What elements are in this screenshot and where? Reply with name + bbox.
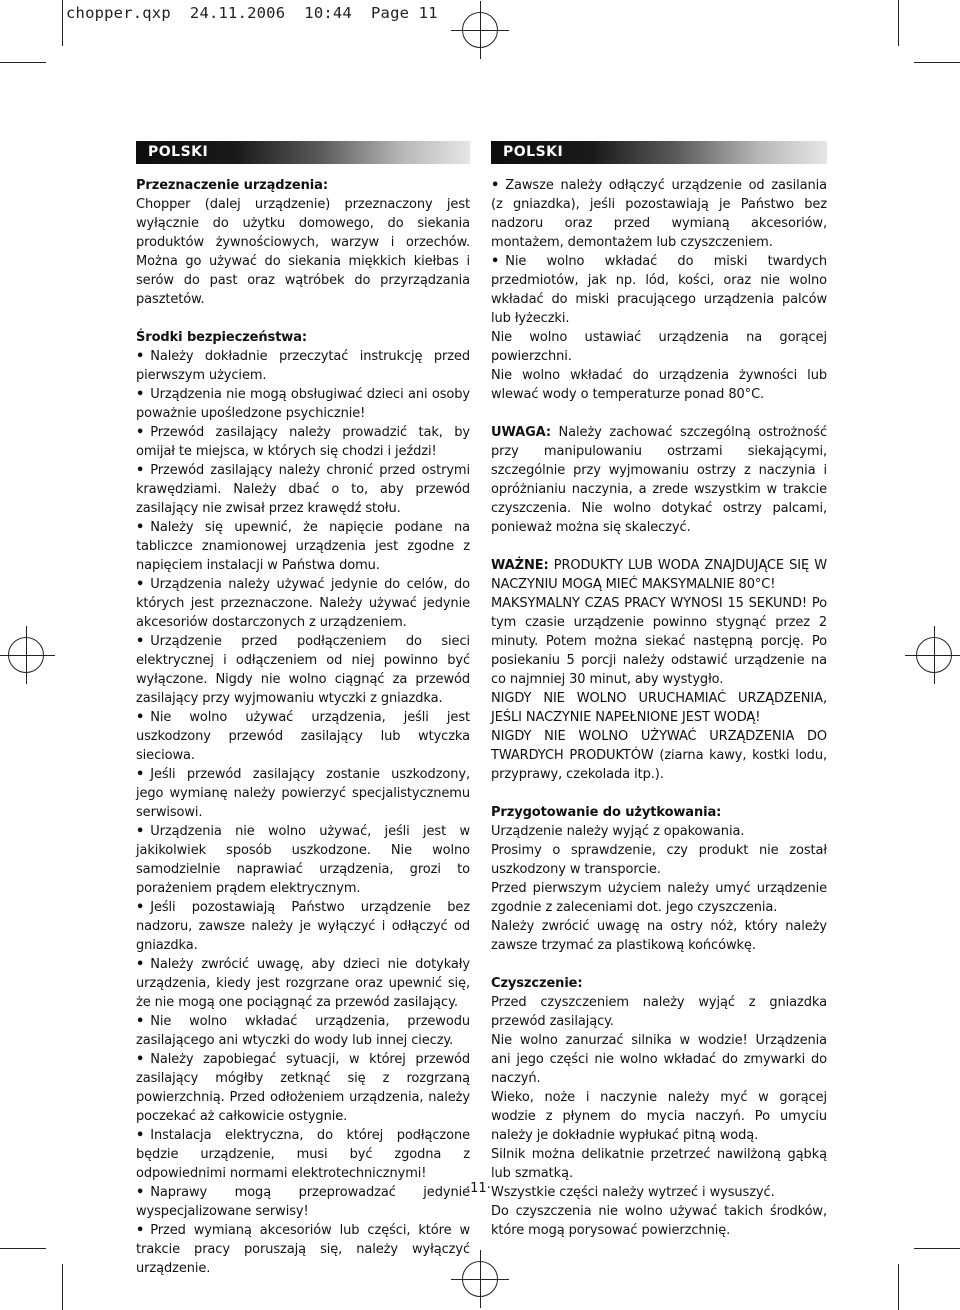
crop-mark	[0, 1248, 46, 1249]
safety-item: • Jeśli przewód zasilający zostanie uszkodzony, jego wymianę należy powierzyć specjalistycznemu serwisowi.	[136, 765, 470, 822]
safety-item: • Zawsze należy odłączyć urządzenie od zasilania (z gniazdka), jeśli pozostawiają je Państwo bez nadzoru oraz przed wymianą akcesoriów, montażem, demontażem lub czyszczeniem.	[491, 176, 827, 252]
safety-note: Nie wolno wkładać do urządzenia żywności lub wlewać wody o temperaturze ponad 80°C.	[491, 368, 827, 402]
safety-item: • Należy się upewnić, że napięcie podane na tabliczce znamionowej urządzenia jest zgodne z napięciem instalacji w Państwa domu.	[136, 518, 470, 575]
preparation-text: Przed pierwszym użyciem należy umyć urządzenie zgodnie z zaleceniami dot. jego czyszczenia.	[491, 881, 827, 915]
crop-mark	[914, 62, 960, 63]
safety-item: • Przewód zasilający należy prowadzić tak, by omijał te miejsca, w których się chodzi i jeździ!	[136, 423, 470, 461]
cleaning-text: Wieko, noże i naczynie należy myć w gorącej wodzie z płynem do mycia naczyń. Po umyciu należy je dokładnie wypłukać pitną wodą.	[491, 1090, 827, 1143]
safety-note: Nie wolno ustawiać urządzenia na gorącej powierzchni.	[491, 330, 827, 364]
cleaning-text: Do czyszczenia nie wolno używać takich środków, które mogą porysować powierzchnię.	[491, 1204, 827, 1238]
safety-item: • Należy dokładnie przeczytać instrukcję przed pierwszym użyciem.	[136, 347, 470, 385]
safety-item: • Przed wymianą akcesoriów lub części, które w trakcie pracy poruszają się, należy wyłączyć urządzenie.	[136, 1221, 470, 1278]
preparation-text: Urządzenie należy wyjąć z opakowania.	[491, 824, 745, 839]
preparation-heading: Przygotowanie do użytkowania:	[491, 805, 722, 820]
crop-mark	[62, 1264, 63, 1310]
important-text: NIGDY NIE WOLNO UŻYWAĆ URZĄDZENIA DO TWARDYCH PRODUKTÓW (ziarna kawy, kostki lodu, przyprawy, czekolada itp.).	[491, 729, 827, 782]
preparation-text: Należy zwrócić uwagę na ostry nóż, który należy zawsze trzymać za plastikową końcówkę.	[491, 919, 827, 953]
safety-item: • Urządzenia należy używać jedynie do celów, do których jest przeznaczone. Należy używać jedynie akcesoriów dostarczonych z urządzeniem.	[136, 575, 470, 632]
purpose-text: Chopper (dalej urządzenie) przeznaczony jest wyłącznie do użytku domowego, do siekania produktów żywnościowych, warzyw i orzechów. Można go używać do siekania miękkich kiełbas i serów do past oraz wątróbek do przyrządzania pasztetów.	[136, 197, 470, 307]
safety-item: • Należy zwrócić uwagę, aby dzieci nie dotykały urządzenia, kiedy jest rozgrzane oraz upewnić się, że nie mogą one pociągnąć za przewód zasilający.	[136, 955, 470, 1012]
safety-item: • Urządzenia nie mogą obsługiwać dzieci ani osoby poważnie upośledzone psychicznie!	[136, 385, 470, 423]
page-number: ·11·	[466, 1181, 491, 1196]
warning-text: Należy zachować szczególną ostrożność przy manipulowaniu ostrzami siekającymi, szczególnie przy wyjmowaniu ostrzy z naczynia i opróżnianiu naczynia, a zrede wszystkim w trakcie czyszczenia. Nie wolno dotykać ostrzy palcami, ponieważ można się skaleczyć.	[491, 425, 827, 535]
cleaning-text: Wszystkie części należy wytrzeć i wysuszyć.	[491, 1185, 775, 1200]
safety-item: • Nie wolno wkładać urządzenia, przewodu zasilającego ani wtyczki do wody lub innej cieczy.	[136, 1012, 470, 1050]
safety-item: • Nie wolno używać urządzenia, jeśli jest uszkodzony przewód zasilający lub wtyczka sieciowa.	[136, 708, 470, 765]
safety-item: • Nie wolno wkładać do miski twardych przedmiotów, jak np. lód, kości, oraz nie wolno wkładać do miski pracującego urządzenia palców lub łyżeczki.	[491, 252, 827, 328]
safety-item: • Przewód zasilający należy chronić przed ostrymi krawędziami. Należy dbać o to, aby przewód zasilający nie zwisał przez krawędź stołu.	[136, 461, 470, 518]
crop-mark	[898, 1264, 899, 1310]
file-slug: chopper.qxp 24.11.2006 10:44 Page 11	[66, 4, 438, 22]
preparation-text: Prosimy o sprawdzenie, czy produkt nie został uszkodzony w transporcie.	[491, 843, 827, 877]
purpose-heading: Przeznaczenie urządzenia:	[136, 178, 328, 193]
cleaning-text: Silnik można delikatnie przetrzeć nawilżoną gąbką lub szmatką.	[491, 1147, 827, 1181]
crop-mark	[914, 1248, 960, 1249]
crop-mark	[62, 0, 63, 46]
warning-paragraph	[491, 423, 827, 537]
cleaning-text: Nie wolno zanurzać silnika w wodzie! Urządzenia ani jego części nie wolno wkładać do zmywarki do naczyń.	[491, 1033, 827, 1086]
registration-mark-top	[462, 12, 498, 48]
important-text: PRODUKTY LUB WODA ZNAJDUJĄCE SIĘ W NACZYNIU MOGĄ MIEĆ MAKSYMALNIE 80°C!	[491, 558, 827, 592]
cleaning-heading: Czyszczenie:	[491, 976, 583, 991]
important-label: WAŻNE:	[491, 558, 549, 573]
crop-mark	[898, 0, 899, 46]
cleaning-text: Przed czyszczeniem należy wyjąć z gniazdka przewód zasilający.	[491, 995, 827, 1029]
important-text: MAKSYMALNY CZAS PRACY WYNOSI 15 SEKUND! Po tym czasie urządzenie powinno stygnąć przez 2 minuty. Potem można siekać następną porcję. Po posiekaniu 5 porcji należy odstawić urządzenie na co najmniej 30 minut, aby wystygło.	[491, 596, 827, 687]
warning-label: UWAGA:	[491, 425, 551, 440]
important-text: NIGDY NIE WOLNO URUCHAMIAĆ URZĄDZENIA, JEŚLI NACZYNIE NAPEŁNIONE JEST WODĄ!	[491, 691, 827, 725]
safety-item: • Należy zapobiegać sytuacji, w której przewód zasilający mógłby zetknąć się z rozgrzaną powierzchnią. Przed odłożeniem urządzenia, należy poczekać aż całkowicie ostygnie.	[136, 1050, 470, 1126]
right-column	[491, 141, 827, 1240]
safety-item: • Instalacja elektryczna, do której podłączone będzie urządzenie, musi być zgodna z odpowiednimi normami elektrotechnicznymi!	[136, 1126, 470, 1183]
safety-item: • Urządzenia nie wolno używać, jeśli jest w jakikolwiek sposób uszkodzone. Nie wolno samodzielnie naprawiać urządzenia, grozi to porażeniem prądem elektrycznym.	[136, 822, 470, 898]
safety-item: • Jeśli pozostawiają Państwo urządzenie bez nadzoru, zawsze należy je wyłączyć i odłączyć od gniazdka.	[136, 898, 470, 955]
section-header-polski: POLSKI	[136, 141, 470, 164]
safety-item: • Naprawy mogą przeprowadzać jedynie wyspecjalizowane serwisy!	[136, 1183, 470, 1221]
crop-mark	[0, 62, 46, 63]
left-column	[136, 141, 470, 1278]
registration-mark-right	[916, 637, 952, 673]
safety-heading: Środki bezpieczeństwa:	[136, 330, 307, 345]
registration-mark-left	[8, 637, 44, 673]
important-paragraph	[491, 556, 827, 594]
safety-item: • Urządzenie przed podłączeniem do sieci elektrycznej i odłączeniem od niej powinno być wyłączone. Nigdy nie wolno ciągnąć za przewód zasilający przy wyjmowaniu wtyczki z gniazdka.	[136, 632, 470, 708]
section-header-polski: POLSKI	[491, 141, 827, 164]
